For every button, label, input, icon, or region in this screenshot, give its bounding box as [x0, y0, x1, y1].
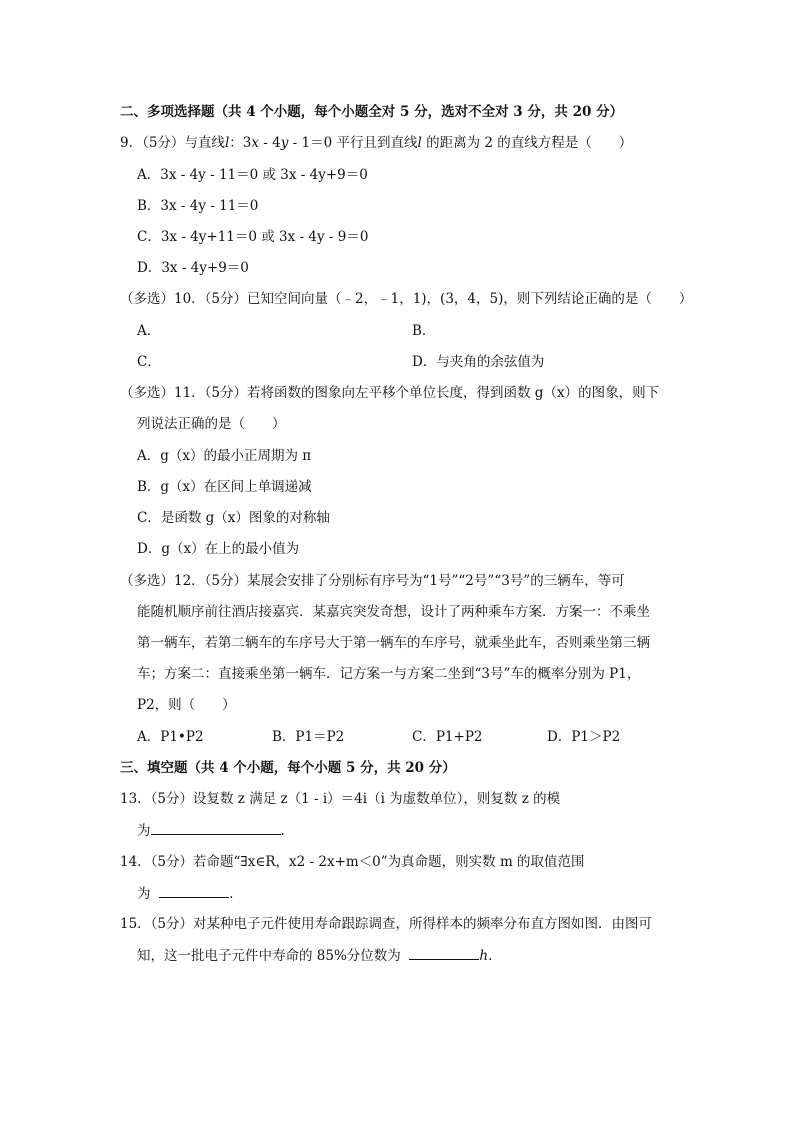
section-heading-multiple-choice: 二、多项选择题（共 4 个小题，每个小题全对 5 分，选对不全对 3 分，共 20 分）	[120, 104, 624, 120]
q10-option-d: D．与夹角的余弦值为	[412, 354, 545, 370]
q10-option-b: B．	[412, 323, 436, 339]
q10-option-c: C．	[137, 354, 161, 370]
question-13-line1: 13．（5分）设复数 z 满足 z（1 - i）＝4i（i 为虚数单位），则复数 z 的模	[120, 791, 561, 807]
question-15-line2	[137, 946, 492, 965]
q11-option-a: A．g（x）的最小正周期为 π	[137, 448, 312, 464]
q13-prefix: 为	[137, 823, 151, 839]
q12-option-a: A．P1•P2	[137, 729, 204, 745]
q15-suffix: h.	[479, 948, 493, 964]
q9-stem-part: 9．（5分）与直线	[120, 135, 225, 151]
q9-option-d: D．3x - 4y+9＝0	[137, 260, 249, 276]
q11-option-b: B．g（x）在区间上单调递减	[137, 479, 312, 495]
q9-stem-part: - 4	[258, 135, 281, 151]
question-9-stem	[120, 134, 632, 152]
q9-stem-part: x	[251, 135, 259, 151]
q15-answer-blank[interactable]	[409, 946, 479, 960]
q14-suffix: .	[229, 886, 234, 902]
q12-option-c: C．P1+P2	[412, 729, 483, 745]
q12-option-b: B．P1＝P2	[272, 729, 345, 745]
question-12-line2: 能随机顺序前往酒店接嘉宾．某嘉宾突发奇想，设计了两种乘车方案．方案一：不乘坐	[137, 604, 650, 620]
question-10-stem: （多选）10．（5分）已知空间向量（﹣2，﹣1，1)，(3，4，5)，则下列结论正确的是（ ）	[120, 291, 693, 307]
q14-prefix: 为	[137, 886, 151, 902]
q15-prefix: 知，这一批电子元件中寿命的 85%分位数为	[137, 948, 401, 964]
question-15-line1: 15．（5分）对某种电子元件使用寿命跟踪调查，所得样本的频率分布直方图如图．由图可	[120, 916, 653, 932]
q9-stem-part: l	[417, 135, 422, 151]
q13-suffix: .	[280, 823, 285, 839]
q11-option-d: D．g（x）在上的最小值为	[137, 541, 300, 557]
q9-option-c: C．3x - 4y+11＝0 或 3x - 4y - 9＝0	[137, 229, 369, 245]
q9-option-b: B．3x - 4y - 11＝0	[137, 198, 259, 214]
q13-answer-blank[interactable]	[151, 821, 281, 835]
q11-option-c: C．是函数 g（x）图象的对称轴	[137, 510, 330, 526]
q10-option-a: A．	[137, 323, 161, 339]
question-11-stem-line2: 列说法正确的是（ ）	[137, 416, 286, 432]
q9-stem-part: - 1＝0 平行且到直线	[288, 135, 418, 151]
question-12-line3: 第一辆车，若第二辆车的车序号大于第一辆车的车序号，就乘坐此车，否则乘坐第三辆	[137, 635, 650, 651]
q9-stem-part: ：3	[229, 135, 252, 151]
q12-option-d: D．P1＞P2	[547, 729, 621, 745]
question-11-stem-line1: （多选）11．（5分）若将函数的图象向左平移个单位长度，得到函数 g（x）的图象，则下	[120, 385, 660, 401]
q9-stem-part: 的距离为 2 的直线方程是（ ）	[421, 135, 633, 151]
question-12-line5: P2，则（ ）	[137, 697, 236, 713]
question-12-line1: （多选）12．（5分）某展会安排了分别标有序号为“1号”“2号”“3号”的三辆车，等可	[120, 573, 625, 589]
section-heading-fill-in: 三、填空题（共 4 个小题，每个小题 5 分，共 20 分）	[120, 760, 456, 776]
q9-stem-part: l	[224, 135, 230, 151]
question-13-line2	[137, 821, 285, 840]
question-14-line2	[137, 884, 233, 903]
question-14-line1: 14．（5分）若命题“∃x∈R，x2 - 2x+m＜0”为真命题，则实数 m 的取值范围	[120, 854, 585, 870]
q9-option-a: A．3x - 4y - 11＝0 或 3x - 4y+9＝0	[137, 167, 368, 183]
q14-answer-blank[interactable]	[159, 884, 229, 898]
q9-stem-part: y	[280, 135, 289, 151]
question-12-line4: 车；方案二：直接乘坐第一辆车．记方案一与方案二坐到“3号”车的概率分别为 P1，	[137, 666, 641, 682]
